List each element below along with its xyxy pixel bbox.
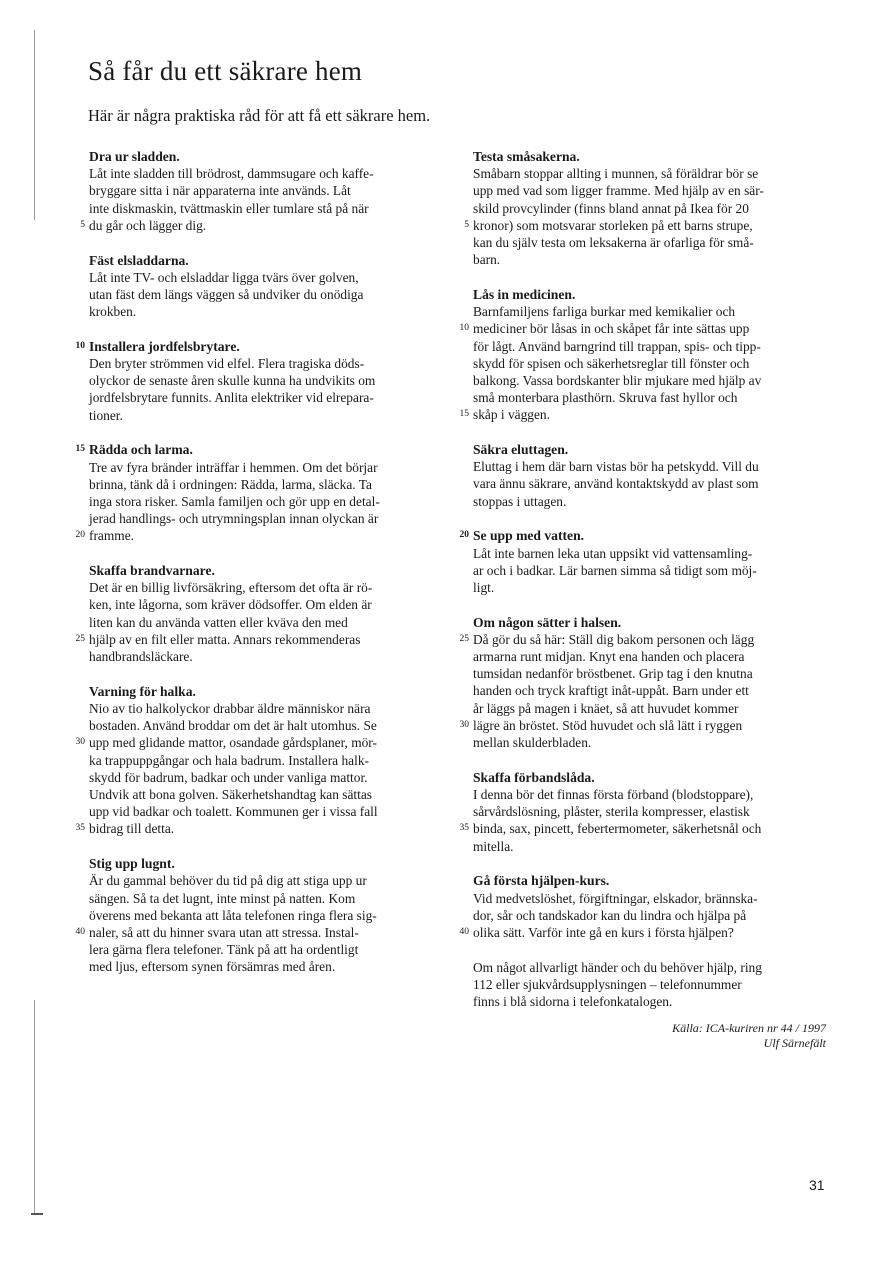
line-text: tioner. <box>89 407 123 423</box>
body-line <box>459 717 838 734</box>
line-text: Skaffa förbandslåda. <box>473 769 595 785</box>
article-section <box>75 441 454 544</box>
body-line <box>473 182 838 199</box>
body-line <box>89 648 454 665</box>
line-text: mellan skulderbladen. <box>473 735 592 751</box>
body-line <box>473 993 838 1010</box>
line-text: Rädda och larma. <box>89 442 193 458</box>
section-heading <box>473 769 838 786</box>
body-line <box>473 165 838 182</box>
line-number: 40 <box>75 926 85 937</box>
body-line <box>473 355 838 372</box>
line-text: brinna, tänk då i ordningen: Rädda, larma, släcka. Ta <box>89 476 372 492</box>
body-line <box>473 665 838 682</box>
line-text: Nio av tio halkolyckor drabbar äldre människor nära <box>89 700 371 716</box>
section-heading <box>473 286 838 303</box>
body-line <box>473 803 838 820</box>
section-heading <box>473 872 838 889</box>
line-text: Se upp med vatten. <box>473 528 585 544</box>
body-line <box>473 959 838 976</box>
line-text: Dra ur sladden. <box>89 149 180 164</box>
body-line <box>89 803 454 820</box>
article-section <box>464 148 838 268</box>
section-heading <box>89 252 454 269</box>
line-text: handen och tryck kraftigt inåt-uppåt. Barn under ett <box>473 683 749 699</box>
body-line <box>89 596 454 613</box>
body-line <box>80 217 454 234</box>
body-line <box>89 579 454 596</box>
line-text: Om något allvarligt händer och du behöver hjälp, ring <box>473 959 762 975</box>
line-text: små monterbara plasthörn. Skruva fast hyllor och <box>473 390 738 406</box>
body-line <box>89 303 454 320</box>
line-text: år läggs på magen i knäet, så att huvudet kommer <box>473 700 739 716</box>
line-text: armarna runt midjan. Knyt ena handen och placera <box>473 649 745 665</box>
source-credit <box>672 1021 826 1051</box>
body-line <box>89 890 454 907</box>
line-text: Undvik att bona golven. Säkerhetshandtag kan sättas <box>89 787 372 802</box>
line-text: liten kan du använda vatten eller kväva den med <box>89 614 348 630</box>
body-line <box>89 872 454 889</box>
line-text: I denna bör det finnas första förband (blodstoppare), <box>473 787 754 802</box>
line-number: 35 <box>459 823 469 834</box>
body-line <box>473 458 838 475</box>
article-section <box>459 527 838 596</box>
body-line <box>473 493 838 510</box>
line-number: 20 <box>459 530 469 541</box>
line-text: Barnfamiljens farliga burkar med kemikalier och <box>473 304 736 320</box>
line-text: vara ännu säkrare, använd kontaktskydd av plast som <box>473 476 759 492</box>
line-number: 25 <box>459 633 469 644</box>
line-number: 20 <box>75 530 85 541</box>
line-number: 15 <box>75 444 85 455</box>
body-line <box>473 562 838 579</box>
line-text: Då gör du så här: Ställ dig bakom personen och lägg <box>473 631 755 647</box>
line-number: 10 <box>75 340 85 351</box>
line-text: med ljus, eftersom synen försämras med åren. <box>89 959 336 975</box>
body-line <box>473 579 838 596</box>
line-text: kronor) som motsvarar storleken på ett barns strupe, <box>473 217 753 233</box>
line-text: Lås in medicinen. <box>473 286 576 302</box>
line-text: Låt inte barnen leka utan uppsikt vid vattensamling- <box>473 545 753 561</box>
line-text: naler, så att du hinner svara utan att stressa. Instal- <box>89 924 359 940</box>
body-line <box>459 924 838 941</box>
body-line <box>473 303 838 320</box>
body-line <box>473 786 838 803</box>
line-text: sängen. Så ta det lugnt, inte minst på natten. Kom <box>89 890 356 906</box>
scan-margin-line <box>34 30 35 220</box>
section-heading <box>459 527 838 544</box>
line-text: för lågt. Använd barngrind till trappan, spis- och tipp- <box>473 338 761 354</box>
scan-margin-line <box>34 1000 35 1215</box>
body-line <box>473 545 838 562</box>
body-line <box>89 165 454 182</box>
body-line <box>459 406 838 423</box>
line-text: bryggare sitta i när apparaterna inte används. Låt <box>89 183 351 199</box>
article-section <box>75 683 454 838</box>
article-section <box>473 441 838 510</box>
line-text: Gå första hjälpen-kurs. <box>473 873 610 889</box>
line-text: skild provcylinder (finns bland annat på Ikea för 20 <box>473 200 749 216</box>
line-text: kan du själv testa om leksakerna är ofarliga för små- <box>473 235 754 251</box>
line-text: mediciner bör låsas in och skåpet får inte sättas upp <box>473 321 750 337</box>
line-text: binda, sax, pincett, febertermometer, säkerhetsnål och <box>473 821 762 837</box>
body-line <box>75 924 454 941</box>
left-column <box>75 148 454 993</box>
section-heading <box>89 855 454 872</box>
line-number: 10 <box>459 323 469 334</box>
line-text: upp vid badkar och toalett. Kommunen ger i vissa fall <box>89 804 378 820</box>
line-number: 15 <box>459 409 469 420</box>
line-number: 30 <box>75 737 85 748</box>
body-line <box>89 752 454 769</box>
line-text: jordfelsbrytare funnits. Anlita elektriker vid elrepara- <box>89 390 374 406</box>
line-text: framme. <box>89 528 134 544</box>
line-text: Vid medvetslöshet, förgiftningar, elskador, brännska- <box>473 890 758 906</box>
section-heading <box>473 614 838 631</box>
body-line <box>459 820 838 837</box>
line-text: handbrandsläckare. <box>89 649 193 665</box>
body-line <box>89 286 454 303</box>
line-text: balkong. Vassa bordskanter blir mjukare med hjälp av <box>473 372 762 388</box>
line-text: tumsidan nedanför bröstbenet. Grip tag i den knutna <box>473 666 753 682</box>
body-line <box>473 682 838 699</box>
body-line <box>75 820 454 837</box>
source-line: Källa: ICA-kuriren nr 44 / 1997 <box>672 1021 826 1035</box>
line-text: skydd för badrum, badkar och under vanliga mattor. <box>89 769 368 785</box>
line-text: Det är en billig livförsäkring, eftersom det ofta är rö- <box>89 580 373 596</box>
section-heading <box>75 441 454 458</box>
article-section <box>80 148 454 234</box>
section-heading <box>89 683 454 700</box>
line-text: sårvårdslösning, plåster, sterila kompresser, elastisk <box>473 804 750 820</box>
body-line <box>89 717 454 734</box>
line-text: Är du gammal behöver du tid på dig att stiga upp ur <box>89 873 367 889</box>
line-text: bidrag till detta. <box>89 821 175 837</box>
line-text: lera gärna flera telefoner. Tänk på att ha ordentligt <box>89 942 359 958</box>
body-line <box>473 648 838 665</box>
section-heading <box>473 441 838 458</box>
article-section <box>459 614 838 752</box>
body-line <box>89 389 454 406</box>
body-line <box>89 958 454 975</box>
article-section <box>75 562 454 665</box>
body-line <box>89 493 454 510</box>
body-line <box>473 734 838 751</box>
line-text: upp med glidande mattor, osandade gårdsplaner, mör- <box>89 735 377 751</box>
line-text: olika sätt. Varför inte gå en kurs i första hjälpen? <box>473 924 734 940</box>
section-heading <box>89 562 454 579</box>
page-title: Så får du ett säkrare hem <box>88 56 363 86</box>
line-number: 25 <box>75 633 85 644</box>
body-line <box>89 200 454 217</box>
body-line <box>89 769 454 786</box>
body-line <box>464 217 838 234</box>
line-text: Installera jordfelsbrytare. <box>89 338 240 354</box>
body-line <box>473 976 838 993</box>
line-text: ligt. <box>473 579 495 595</box>
line-text: inte diskmaskin, tvättmaskin eller tumlare stå på när <box>89 200 369 216</box>
author-line: Ulf Särnefält <box>763 1036 826 1050</box>
line-text: mitella. <box>473 838 514 854</box>
section-heading <box>89 148 454 165</box>
body-line <box>89 614 454 631</box>
line-text: lägre än bröstet. Stöd huvudet och slå lätt i ryggen <box>473 717 743 733</box>
body-line <box>473 372 838 389</box>
line-text: Låt inte TV- och elsladdar ligga tvärs över golven, <box>89 269 359 285</box>
article-section <box>89 252 454 321</box>
line-text: Stig upp lugnt. <box>89 856 175 872</box>
line-number: 35 <box>75 823 85 834</box>
body-line <box>89 786 454 803</box>
body-line <box>75 734 454 751</box>
line-text: upp med vad som ligger framme. Med hjälp av en sär- <box>473 183 764 199</box>
body-line <box>89 459 454 476</box>
line-text: Fäst elsladdarna. <box>89 252 189 268</box>
line-text: överens med bekanta att låta telefonen ringa flera sig- <box>89 907 377 923</box>
body-line <box>89 269 454 286</box>
line-text: skåp i väggen. <box>473 407 550 423</box>
article-section <box>75 855 454 975</box>
body-line <box>473 338 838 355</box>
line-text: Den bryter strömmen vid elfel. Flera tragiska döds- <box>89 356 365 372</box>
line-text: Säkra eluttagen. <box>473 442 569 458</box>
line-text: du går och lägger dig. <box>89 217 207 233</box>
body-line <box>473 907 838 924</box>
line-text: bostaden. Använd broddar om det är halt utomhus. Se <box>89 718 377 734</box>
article-section <box>75 338 454 424</box>
body-line <box>89 941 454 958</box>
body-line <box>473 700 838 717</box>
line-text: inga stora risker. Samla familjen och gör upp en detal- <box>89 493 380 509</box>
line-number: 5 <box>80 219 85 230</box>
line-text: finns i blå sidorna i telefonkatalogen. <box>473 994 673 1010</box>
line-text: dor, sår och tandskador kan du lindra och hjälpa på <box>473 907 747 923</box>
body-line <box>89 355 454 372</box>
line-text: ken, inte lågorna, som kräver dödsoffer. Om elden är <box>89 597 372 613</box>
line-number: 5 <box>464 219 469 230</box>
line-text: ka trappuppgångar och hala badrum. Installera halk- <box>89 752 369 768</box>
article-section <box>459 769 838 855</box>
section-heading <box>473 148 838 165</box>
line-text: ar och i badkar. Lär barnen simma så tidigt som möj- <box>473 562 757 578</box>
body-line <box>89 510 454 527</box>
line-text: Varning för halka. <box>89 683 196 699</box>
line-text: barn. <box>473 252 501 268</box>
line-text: krokben. <box>89 304 137 320</box>
body-line <box>75 631 454 648</box>
body-line <box>89 476 454 493</box>
body-line <box>473 251 838 268</box>
scan-margin-tick <box>31 1213 43 1215</box>
line-text: Låt inte sladden till brödrost, dammsugare och kaffe- <box>89 166 374 182</box>
line-text: olyckor de senaste åren skulle kunna ha undvikits om <box>89 373 376 389</box>
line-text: Om någon sätter i halsen. <box>473 614 622 630</box>
body-line <box>89 700 454 717</box>
body-line <box>473 234 838 251</box>
article-section <box>459 872 838 941</box>
intro-text: Här är några praktiska råd för att få ett säkrare hem. <box>88 106 431 125</box>
body-line <box>473 200 838 217</box>
line-text: 112 eller sjukvårdsupplysningen – telefonnummer <box>473 976 742 992</box>
line-text: Skaffa brandvarnare. <box>89 563 215 579</box>
line-text: Tre av fyra bränder inträffar i hemmen. Om det börjar <box>89 459 378 475</box>
body-line <box>89 372 454 389</box>
line-text: Testa småsakerna. <box>473 149 580 164</box>
body-line <box>473 389 838 406</box>
body-line <box>89 407 454 424</box>
body-line <box>459 631 838 648</box>
line-text: Småbarn stoppar allting i munnen, så föräldrar bör se <box>473 166 759 182</box>
article-section <box>459 286 838 424</box>
article-section <box>473 959 838 1011</box>
section-heading <box>75 338 454 355</box>
body-line <box>89 907 454 924</box>
body-line <box>473 890 838 907</box>
line-text: skydd för spisen och säkerhetsreglar till fönster och <box>473 355 750 371</box>
body-line <box>473 838 838 855</box>
line-number: 30 <box>459 719 469 730</box>
line-text: jerad handlings- och utrymningsplan innan olyckan är <box>89 511 379 527</box>
body-line <box>75 527 454 544</box>
body-line <box>473 475 838 492</box>
page-number: 31 <box>809 1177 825 1193</box>
line-number: 40 <box>459 926 469 937</box>
right-column <box>459 148 838 1028</box>
line-text: hjälp av en filt eller matta. Annars rekommenderas <box>89 631 361 647</box>
body-line <box>89 182 454 199</box>
line-text: Eluttag i hem där barn vistas bör ha petskydd. Vill du <box>473 459 759 475</box>
line-text: utan fäst dem längs väggen så undviker du onödiga <box>89 286 364 302</box>
line-text: stoppas i uttagen. <box>473 493 567 509</box>
body-line <box>459 320 838 337</box>
